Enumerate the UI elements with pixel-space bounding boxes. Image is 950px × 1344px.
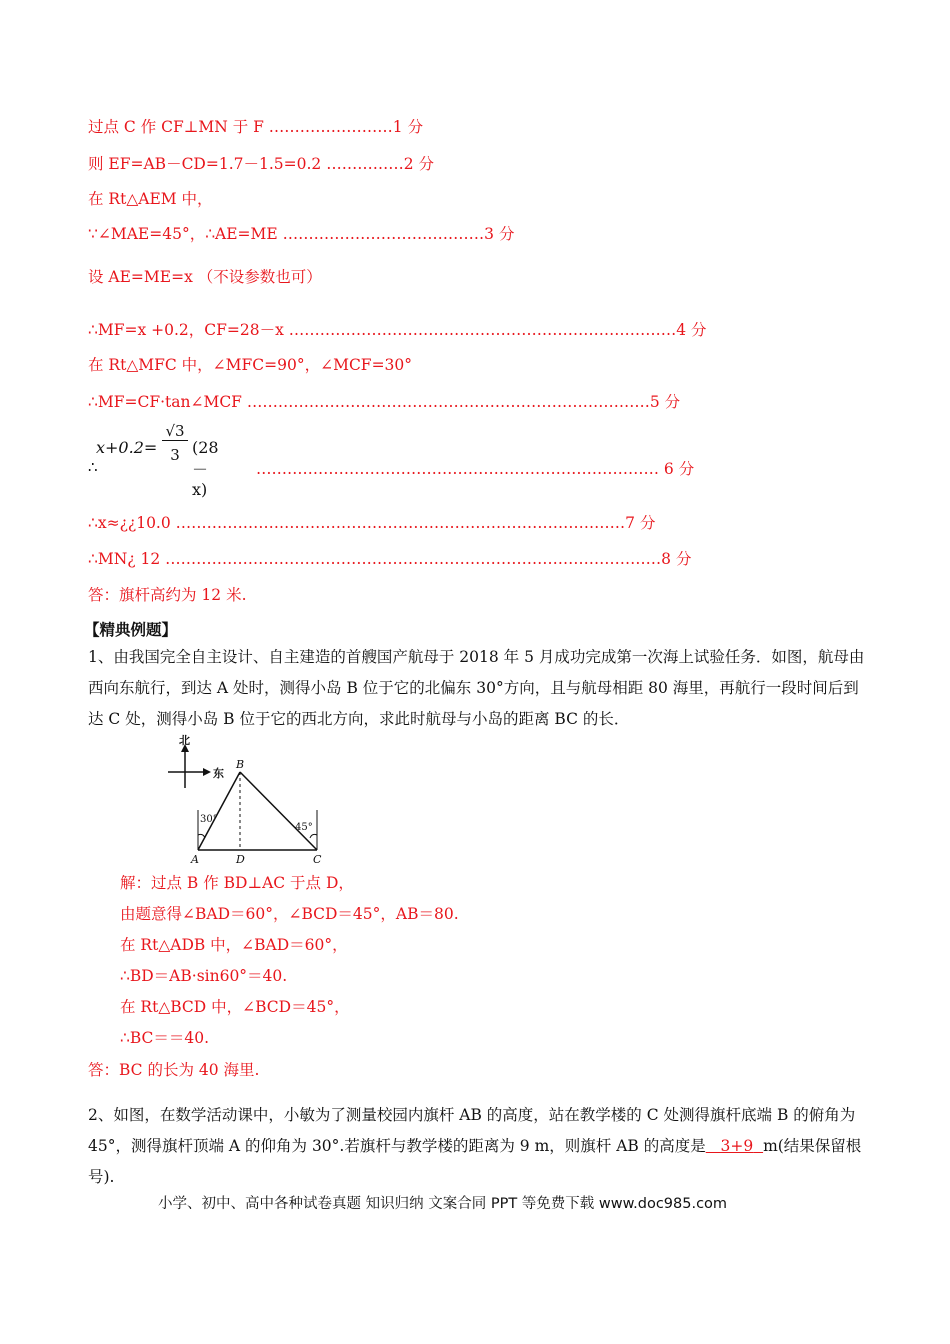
page-footer: 小学、初中、高中各种试卷真题 知识归纳 文案合同 PPT 等免费下载 www.doc985.com: [158, 1196, 728, 1212]
solution-line-9-dots: …………………………………………………………………… 6 分: [256, 460, 695, 478]
point-a-label: A: [191, 853, 199, 866]
q1-answer: 答：BC 的长为 40 海里.: [88, 1061, 260, 1079]
compass-east-arrow: [203, 768, 211, 776]
solution-line-7: 在 Rt△MFC 中，∠MFC=90°，∠MCF=30°: [88, 356, 413, 374]
solution-line-10: ∴x≈¿¿10.0 ……………………………………………………………………………7 分: [88, 514, 656, 532]
point-b-label: B: [236, 758, 245, 771]
q1-solution-line-2: 由题意得∠BAD＝60°，∠BCD＝45°，AB＝80.: [120, 905, 459, 923]
equation-lhs: x+0.2=: [96, 438, 158, 457]
angle-arc-c: [310, 834, 317, 838]
therefore-symbol: ∴: [88, 458, 98, 476]
solution-line-4: ∵∠MAE=45°，∴AE=ME …………………………………3 分: [88, 225, 515, 243]
solution-line-11: ∴MN¿ 12 ……………………………………………………………………………………8 分: [88, 550, 692, 568]
question-2-stem: 2、如图，在数学活动课中，小敏为了测量校园内旗杆 AB 的高度，站在教学楼的 C 处测得旗杆底端 B 的俯角为 45°，测得旗杆顶端 A 的仰角为 30°.若旗杆与教学楼的距离为 9 m，则旗杆 AB 的高度是: [88, 1106, 856, 1155]
side-ab: [198, 772, 240, 850]
q1-solution-line-6: ∴BC＝＝40.: [120, 1029, 210, 1047]
triangle-figure: [165, 730, 335, 870]
point-d-label: D: [236, 853, 245, 866]
compass-north-label: 北: [179, 734, 190, 747]
point-c-label: C: [313, 853, 322, 866]
compass-east-label: 东: [213, 767, 224, 780]
question-2-tail: m(结果保留根号).: [88, 1137, 862, 1186]
question-1-text: 1、由我国完全自主设计、自主建造的首艘国产航母于 2018 年 5 月成功完成第一次海上试验任务．如图，航母由西向东航行，到达 A 处时，测得小岛 B 位于它的北偏东 30°方向，且与航母相距 80 海里，再航行一段时间后到达 C 处，测得小岛 B 位于它的西北方向，求此时航母与小岛的距离 BC 的长．: [88, 648, 865, 728]
solution-line-1: 过点 C 作 CF⊥MN 于 F ……………………1 分: [88, 118, 424, 136]
solution-line-6: ∴MF=x +0.2，CF=28－x …………………………………………………………………4 分: [88, 321, 707, 339]
angle-label-a: 30°: [200, 814, 218, 825]
angle-label-c: 45°: [295, 822, 313, 833]
solution-line-8: ∴MF=CF·tan∠MCF ……………………………………………………………………5 分: [88, 393, 681, 411]
section-title: 【精典例题】: [84, 620, 178, 639]
q1-solution-line-5: 在 Rt△BCD 中，∠BCD＝45°，: [120, 998, 350, 1016]
question-2-answer-blank: 3+9: [720, 1137, 754, 1155]
q1-solution-line-3: 在 Rt△ADB 中，∠BAD＝60°，: [120, 936, 348, 954]
q1-solution-line-1: 解：过点 B 作 BD⊥AC 于点 D，: [120, 874, 354, 892]
solution-line-2: 则 EF=AB－CD=1.7－1.5=0.2 ……………2 分: [88, 155, 434, 173]
solution-line-3: 在 Rt△AEM 中，: [88, 190, 213, 208]
solution-answer: 答：旗杆高约为 12 米.: [88, 586, 247, 604]
equation-denominator: 3: [170, 446, 180, 464]
solution-line-5: 设 AE=ME=x （不设参数也可）: [88, 268, 322, 286]
equation-numerator: √3: [162, 422, 188, 441]
equation-rhs: (28－x): [192, 438, 219, 499]
side-bc: [240, 772, 317, 850]
question-2-text: [88, 1100, 868, 1193]
q1-solution-line-4: ∴BD＝AB·sin60°＝40.: [120, 967, 288, 985]
